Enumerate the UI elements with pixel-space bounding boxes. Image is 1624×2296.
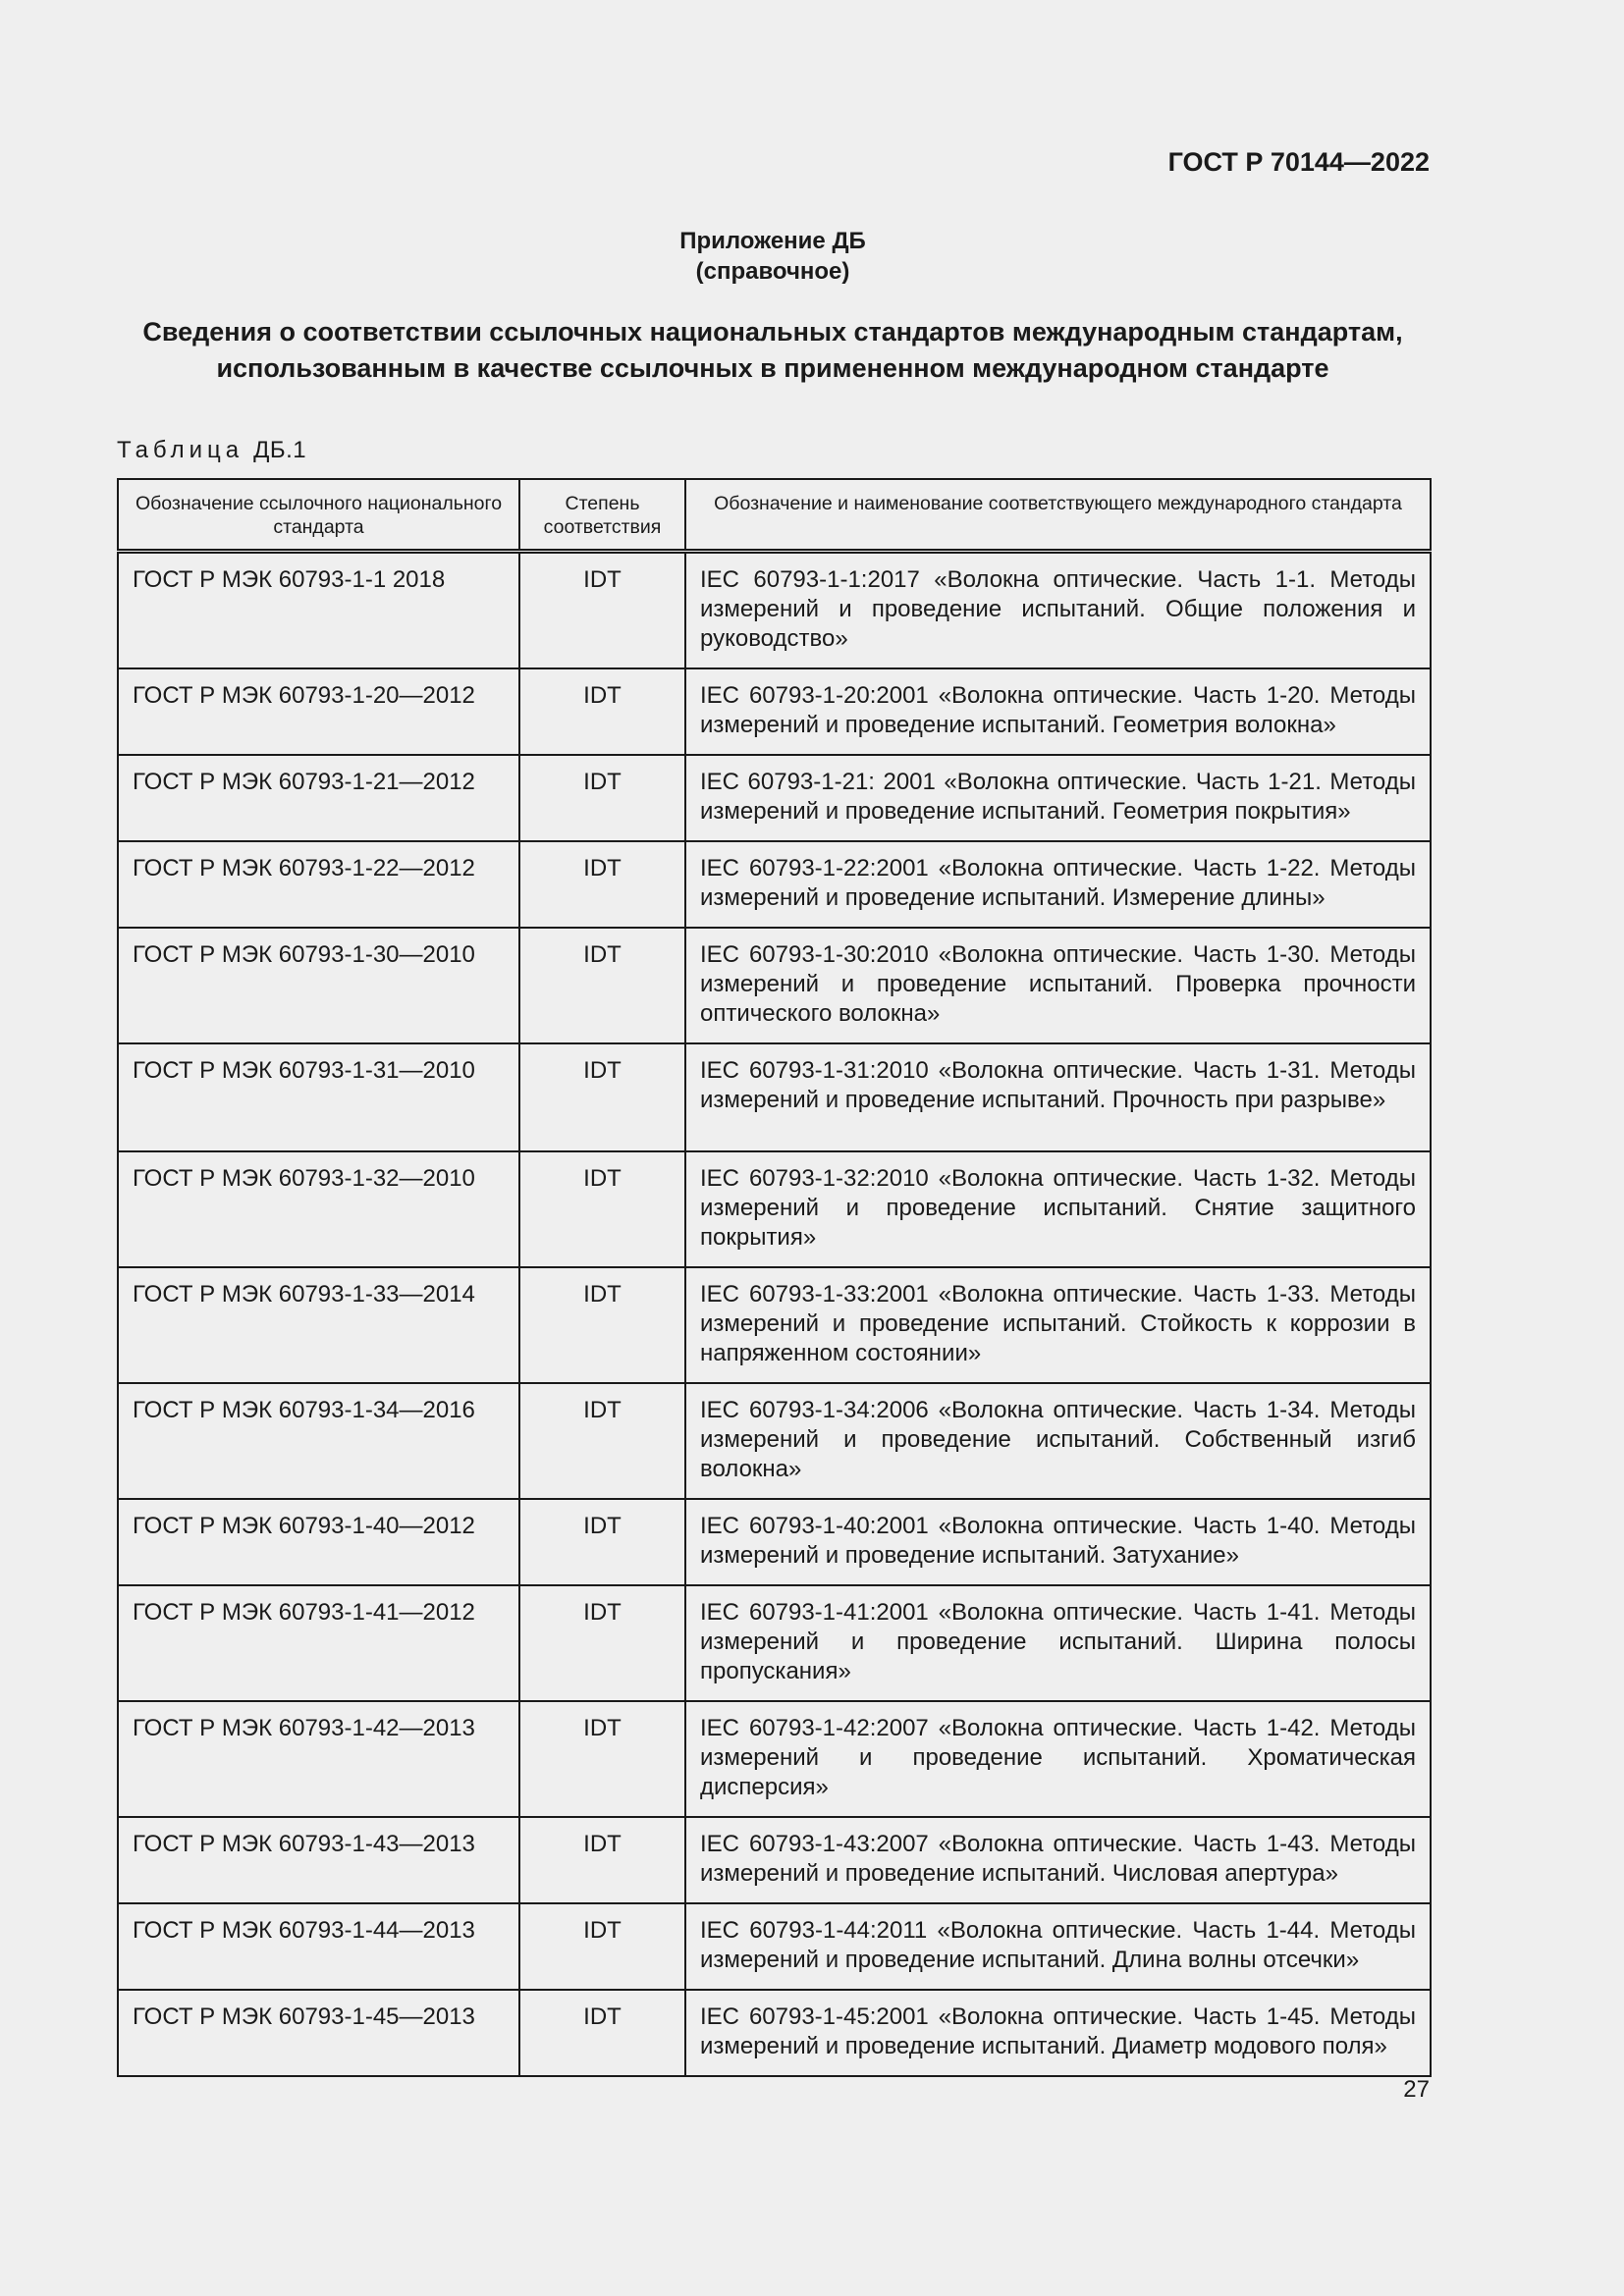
section-heading bbox=[108, 314, 1437, 387]
appendix-title: Приложение ДБ bbox=[679, 228, 866, 254]
table-row bbox=[118, 841, 1431, 928]
table-row bbox=[118, 1151, 1431, 1267]
appendix-block bbox=[0, 226, 1545, 287]
conformity-degree-cell: IDT bbox=[519, 1817, 685, 1903]
conformity-degree-cell: IDT bbox=[519, 1701, 685, 1817]
conformity-degree-cell: IDT bbox=[519, 1499, 685, 1585]
national-standard-cell: ГОСТ Р МЭК 60793-1-20—2012 bbox=[118, 668, 519, 755]
page-number: 27 bbox=[1403, 2076, 1430, 2103]
international-standard-cell: IEC 60793-1-44:2011 «Волокна оптические. Часть 1-44. Методы измерений и проведение испытаний. Длина волны отсечки» bbox=[685, 1903, 1431, 1990]
national-standard-cell: ГОСТ Р МЭК 60793-1-42—2013 bbox=[118, 1701, 519, 1817]
header-conformity-degree: Степень соответствия bbox=[519, 479, 685, 552]
table-label-word: Таблица bbox=[117, 437, 244, 463]
national-standard-cell: ГОСТ Р МЭК 60793-1-43—2013 bbox=[118, 1817, 519, 1903]
national-standard-cell: ГОСТ Р МЭК 60793-1-31—2010 bbox=[118, 1043, 519, 1151]
conformity-degree-cell: IDT bbox=[519, 1267, 685, 1383]
national-standard-cell: ГОСТ Р МЭК 60793-1-1 2018 bbox=[118, 552, 519, 669]
international-standard-cell: IEC 60793-1-21: 2001 «Волокна оптические. Часть 1-21. Методы измерений и проведение испытаний. Геометрия покрытия» bbox=[685, 755, 1431, 841]
header-national-standard: Обозначение ссылочного национального стандарта bbox=[118, 479, 519, 552]
header-international-standard: Обозначение и наименование соответствующего международного стандарта bbox=[685, 479, 1431, 552]
table-row bbox=[118, 1043, 1431, 1151]
national-standard-cell: ГОСТ Р МЭК 60793-1-22—2012 bbox=[118, 841, 519, 928]
conformity-degree-cell: IDT bbox=[519, 1990, 685, 2076]
table-label bbox=[117, 437, 306, 464]
international-standard-cell: IEC 60793-1-20:2001 «Волокна оптические. Часть 1-20. Методы измерений и проведение испытаний. Геометрия волокна» bbox=[685, 668, 1431, 755]
table-row bbox=[118, 1383, 1431, 1499]
table-row bbox=[118, 755, 1431, 841]
table-row bbox=[118, 1990, 1431, 2076]
international-standard-cell: IEC 60793-1-43:2007 «Волокна оптические. Часть 1-43. Методы измерений и проведение испытаний. Числовая апертура» bbox=[685, 1817, 1431, 1903]
conformity-degree-cell: IDT bbox=[519, 668, 685, 755]
national-standard-cell: ГОСТ Р МЭК 60793-1-21—2012 bbox=[118, 755, 519, 841]
heading-line-2: использованным в качестве ссылочных в примененном международном стандарте bbox=[216, 353, 1329, 383]
international-standard-cell: IEC 60793-1-41:2001 «Волокна оптические. Часть 1-41. Методы измерений и проведение испытаний. Ширина полосы пропускания» bbox=[685, 1585, 1431, 1701]
conformity-degree-cell: IDT bbox=[519, 1383, 685, 1499]
international-standard-cell: IEC 60793-1-40:2001 «Волокна оптические. Часть 1-40. Методы измерений и проведение испытаний. Затухание» bbox=[685, 1499, 1431, 1585]
national-standard-cell: ГОСТ Р МЭК 60793-1-44—2013 bbox=[118, 1903, 519, 1990]
table-row bbox=[118, 1585, 1431, 1701]
international-standard-cell: IEC 60793-1-33:2001 «Волокна оптические. Часть 1-33. Методы измерений и проведение испытаний. Стойкость к коррозии в напряженном состоянии» bbox=[685, 1267, 1431, 1383]
national-standard-cell: ГОСТ Р МЭК 60793-1-40—2012 bbox=[118, 1499, 519, 1585]
national-standard-cell: ГОСТ Р МЭК 60793-1-45—2013 bbox=[118, 1990, 519, 2076]
national-standard-cell: ГОСТ Р МЭК 60793-1-33—2014 bbox=[118, 1267, 519, 1383]
conformity-degree-cell: IDT bbox=[519, 552, 685, 669]
table-row bbox=[118, 1903, 1431, 1990]
international-standard-cell: IEC 60793-1-1:2017 «Волокна оптические. Часть 1-1. Методы измерений и проведение испытаний. Общие положения и руководство» bbox=[685, 552, 1431, 669]
conformity-degree-cell: IDT bbox=[519, 755, 685, 841]
international-standard-cell: IEC 60793-1-42:2007 «Волокна оптические. Часть 1-42. Методы измерений и проведение испытаний. Хроматическая дисперсия» bbox=[685, 1701, 1431, 1817]
international-standard-cell: IEC 60793-1-34:2006 «Волокна оптические. Часть 1-34. Методы измерений и проведение испытаний. Собственный изгиб волокна» bbox=[685, 1383, 1431, 1499]
table-row bbox=[118, 1267, 1431, 1383]
national-standard-cell: ГОСТ Р МЭК 60793-1-30—2010 bbox=[118, 928, 519, 1043]
conformity-degree-cell: IDT bbox=[519, 841, 685, 928]
international-standard-cell: IEC 60793-1-32:2010 «Волокна оптические. Часть 1-32. Методы измерений и проведение испытаний. Снятие защитного покрытия» bbox=[685, 1151, 1431, 1267]
conformity-degree-cell: IDT bbox=[519, 1585, 685, 1701]
conformity-degree-cell: IDT bbox=[519, 1151, 685, 1267]
standards-table bbox=[117, 478, 1432, 2077]
table-row bbox=[118, 1499, 1431, 1585]
document-code: ГОСТ Р 70144—2022 bbox=[1167, 147, 1430, 177]
international-standard-cell: IEC 60793-1-30:2010 «Волокна оптические. Часть 1-30. Методы измерений и проведение испытаний. Проверка прочности оптического волокна» bbox=[685, 928, 1431, 1043]
national-standard-cell: ГОСТ Р МЭК 60793-1-41—2012 bbox=[118, 1585, 519, 1701]
international-standard-cell: IEC 60793-1-31:2010 «Волокна оптические. Часть 1-31. Методы измерений и проведение испытаний. Прочность при разрыве» bbox=[685, 1043, 1431, 1151]
national-standard-cell: ГОСТ Р МЭК 60793-1-32—2010 bbox=[118, 1151, 519, 1267]
national-standard-cell: ГОСТ Р МЭК 60793-1-34—2016 bbox=[118, 1383, 519, 1499]
international-standard-cell: IEC 60793-1-45:2001 «Волокна оптические. Часть 1-45. Методы измерений и проведение испытаний. Диаметр модового поля» bbox=[685, 1990, 1431, 2076]
heading-line-1: Сведения о соответствии ссылочных национальных стандартов международным стандартам, bbox=[142, 317, 1403, 347]
table-row bbox=[118, 1701, 1431, 1817]
table-row bbox=[118, 1817, 1431, 1903]
conformity-degree-cell: IDT bbox=[519, 1903, 685, 1990]
conformity-degree-cell: IDT bbox=[519, 1043, 685, 1151]
table-body bbox=[118, 552, 1431, 2077]
conformity-degree-cell: IDT bbox=[519, 928, 685, 1043]
appendix-subtitle: (справочное) bbox=[695, 258, 850, 285]
table-label-id: ДБ.1 bbox=[253, 437, 307, 463]
international-standard-cell: IEC 60793-1-22:2001 «Волокна оптические. Часть 1-22. Методы измерений и проведение испытаний. Измерение длины» bbox=[685, 841, 1431, 928]
table-header-row bbox=[118, 479, 1431, 552]
table-row bbox=[118, 552, 1431, 669]
table-row bbox=[118, 668, 1431, 755]
table-row bbox=[118, 928, 1431, 1043]
